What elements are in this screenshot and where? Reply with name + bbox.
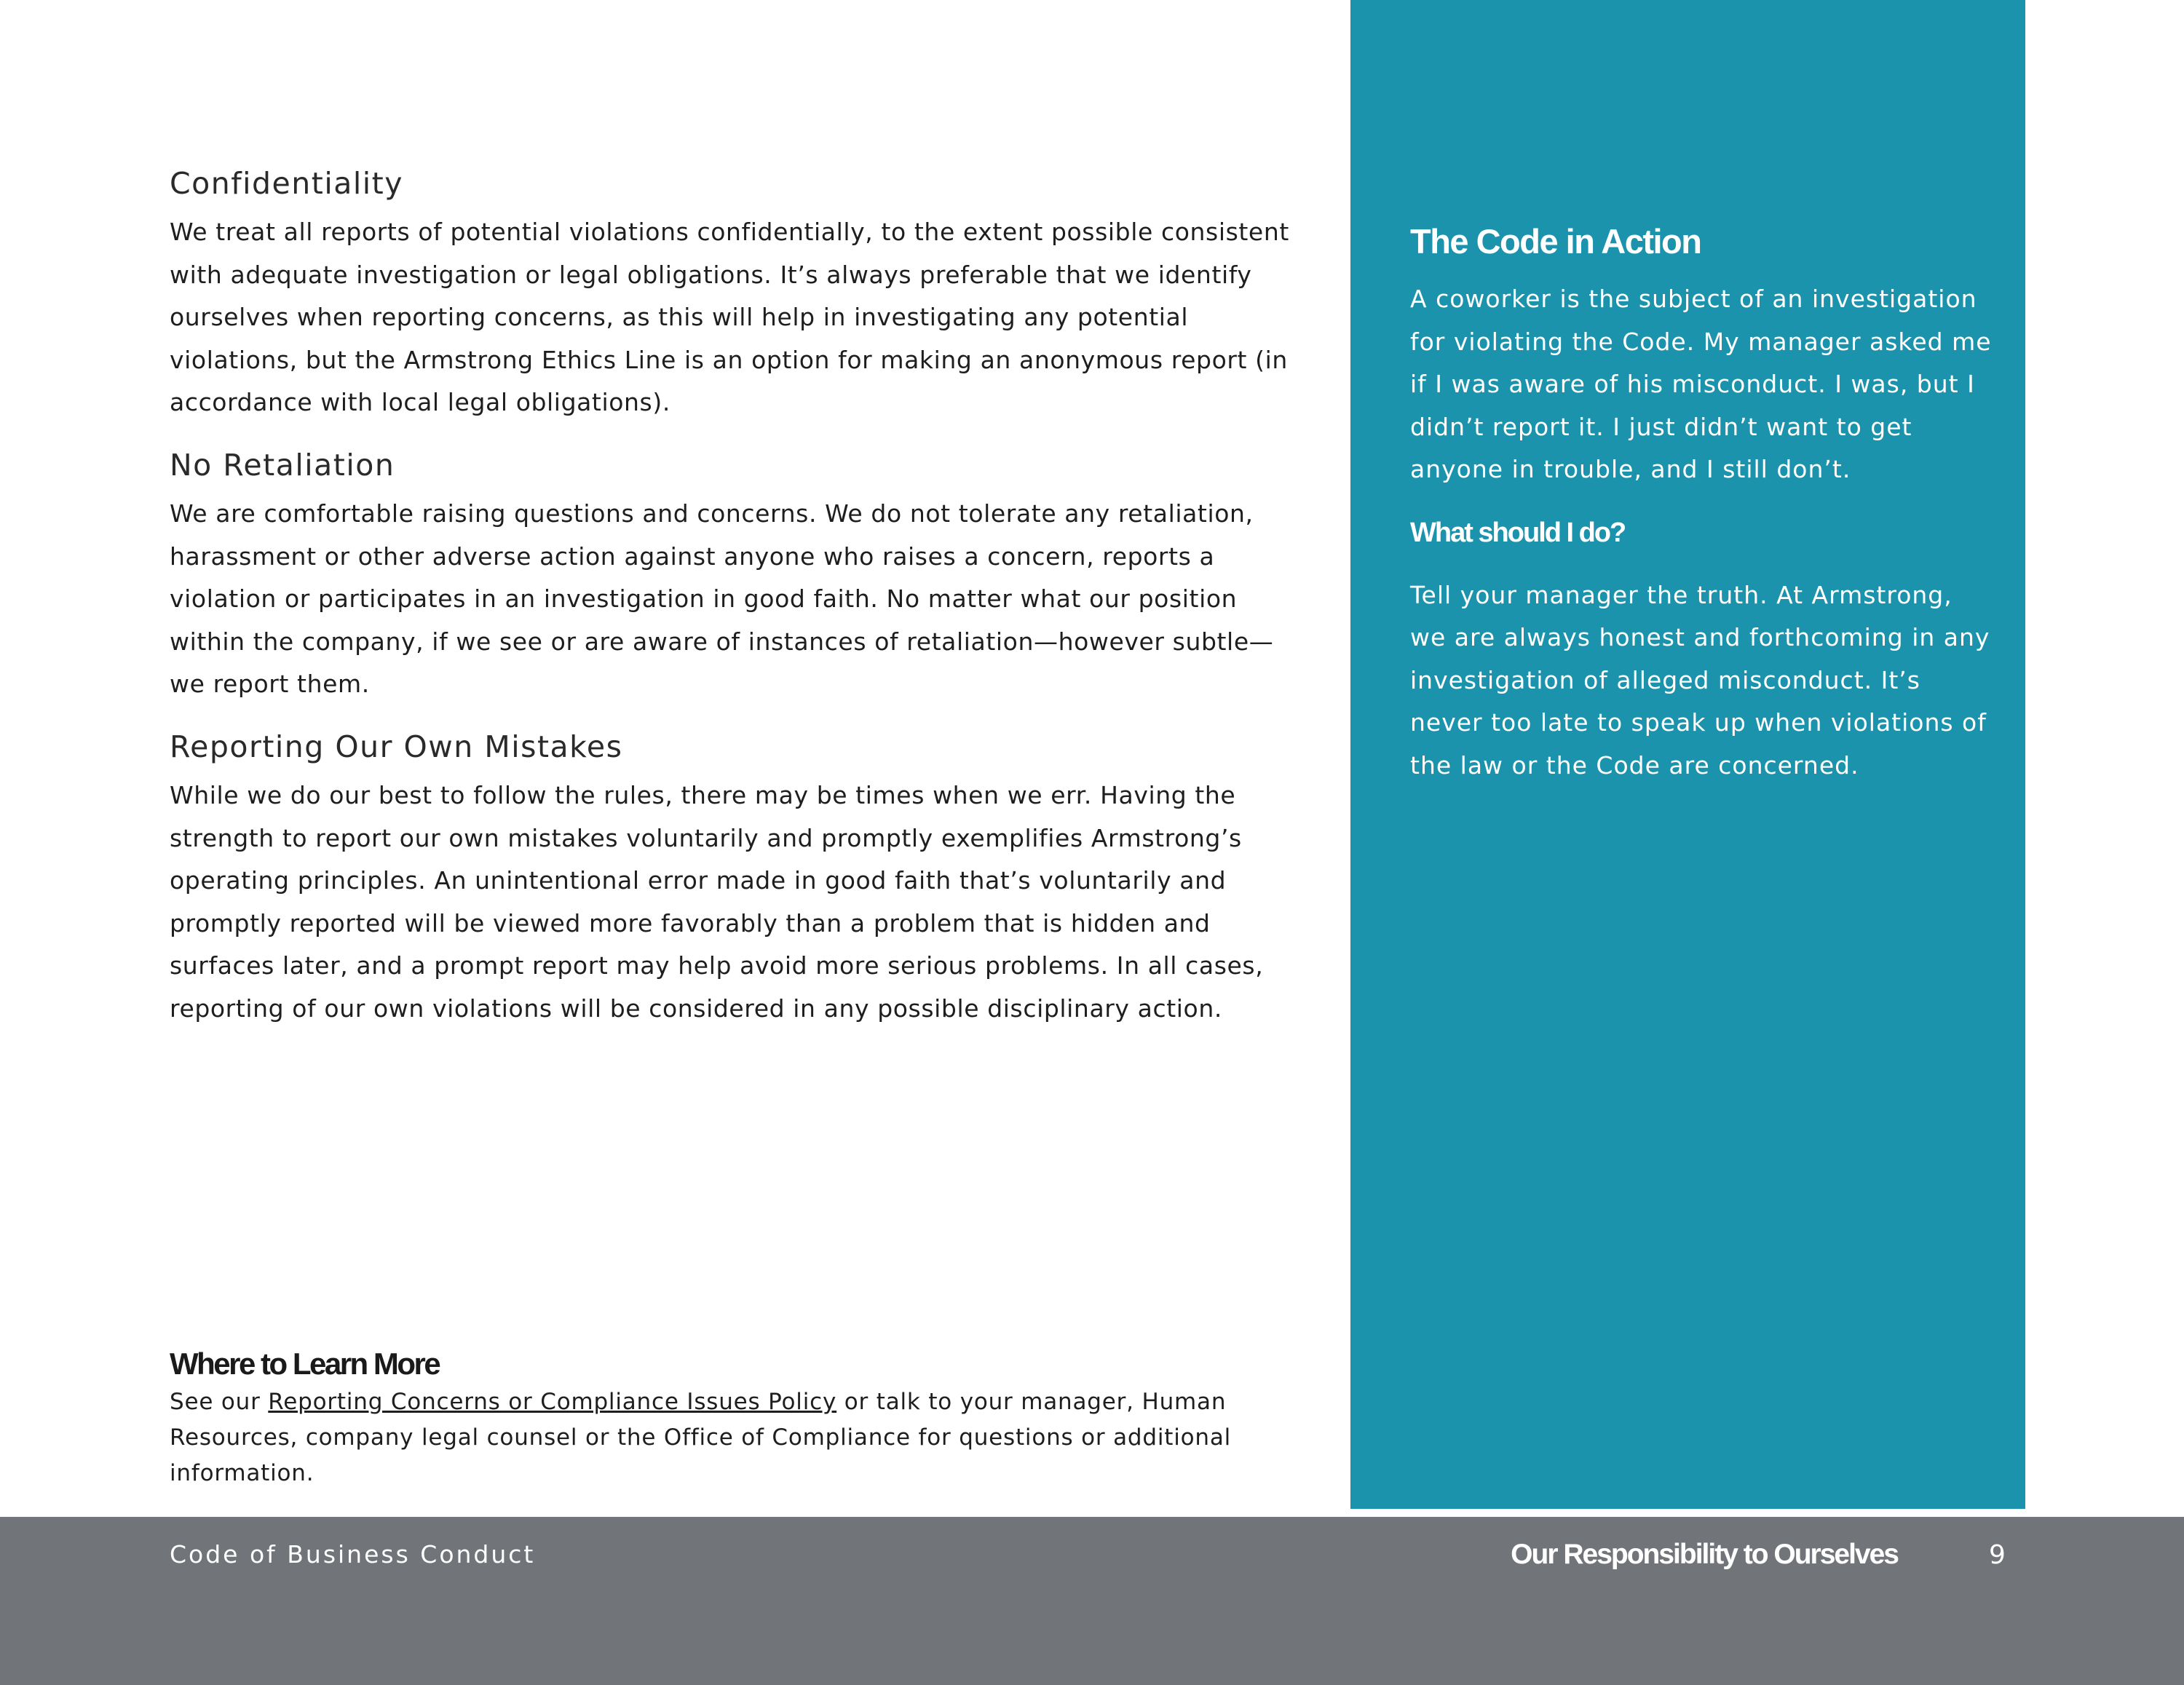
learn-more-prefix: See our [170,1389,269,1415]
sidebar-title: The Code in Action [1410,222,1701,261]
learn-more-body [170,1384,1305,1491]
section-confidentiality [170,160,1305,424]
code-in-action-sidebar [1350,0,2025,1509]
section-reporting-own-mistakes [170,723,1305,1031]
section-body: We treat all reports of potential violations confidentially, to the extent possible consistent with adequate investigation or legal obligations. It’s always preferable that we identify ourselves when reporting concerns, as this will help in investigating any potential violations, but the Armstrong Ethics Line is an option for making an anonymous report (in accordance with local legal obligations). [170,218,1289,417]
footer-section-title: Our Responsibility to Ourselves [1511,1539,1898,1570]
sidebar-scenario: A coworker is the subject of an investigation for violating the Code. My manager asked me if I was aware of his misconduct. I was, but I didn’t report it. I just didn’t want to get anyone in trouble, and I still don’t. [1410,285,1992,483]
section-body: We are comfortable raising questions and concerns. We do not tolerate any retaliation, harassment or other adverse action against anyone who raises a concern, reports a violation or participates in an investigation in good faith. No matter what our position within the company, if we see or are aware of instances of retaliation—however subtle—we report them. [170,499,1274,699]
learn-more-suffix: or talk to your manager, Human Resources, company legal counsel or the Office of Compliance for questions or additional information. [170,1389,1232,1486]
page-number: 9 [1989,1540,2006,1570]
section-heading: Confidentiality [170,166,403,201]
section-heading: Reporting Our Own Mistakes [170,729,623,764]
page-footer [0,1517,2184,1685]
section-heading: No Retaliation [170,447,395,483]
section-no-retaliation [170,442,1305,706]
section-body: While we do our best to follow the rules, there may be times when we err. Having the strength to report our own mistakes voluntarily and promptly exemplifies Armstrong’s operating principles. An unintentional error made in good faith that’s voluntarily and promptly reported will be viewed more favorably than a problem that is hidden and surfaces later, and a prompt report may help avoid more serious problems. In all cases, reporting of our own violations will be considered in any possible disciplinary action. [170,780,1264,1023]
learn-more-heading: Where to Learn More [170,1347,440,1381]
main-content [170,160,1305,1048]
policy-link[interactable]: Reporting Concerns or Compliance Issues Policy [268,1389,837,1415]
learn-more [170,1344,1305,1491]
sidebar-content [1410,215,1993,809]
sidebar-answer: Tell your manager the truth. At Armstrong, we are always honest and forthcoming in any investigation of alleged misconduct. It’s never too late to speak up when violations of the law or the Code are concerned. [1410,580,1990,780]
sidebar-question: What should I do? [1410,517,1626,548]
footer-document-title: Code of Business Conduct [170,1540,536,1569]
